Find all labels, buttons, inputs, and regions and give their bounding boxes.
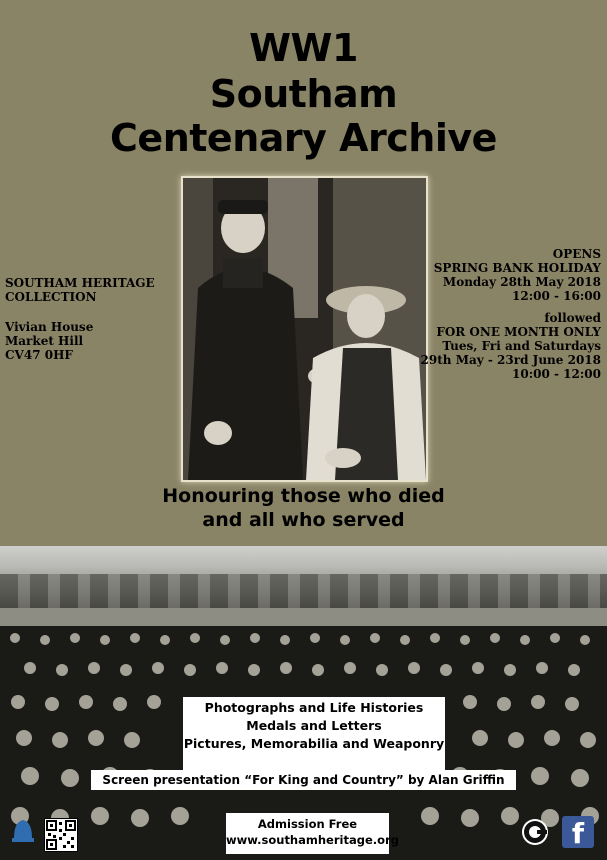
feature-line-2: Medals and Letters (246, 718, 382, 733)
honour-line-1: Honouring those who died (162, 485, 445, 507)
opens-label: OPENS (552, 247, 601, 261)
followed-label: followed (544, 311, 601, 325)
camera-icon (520, 817, 550, 847)
days-label: Tues, Fri and Saturdays (442, 339, 601, 353)
feature-line-3: Pictures, Memorabilia and Weaponry (183, 736, 445, 751)
website-link[interactable]: www.southamheritage.org (226, 833, 399, 847)
qr-code[interactable] (44, 818, 78, 852)
features-callout (183, 697, 445, 771)
title-line-1: WW1 (249, 26, 358, 70)
opening-times (411, 247, 601, 381)
address-line-2: Market Hill (5, 334, 84, 348)
title-line-3: Centenary Archive (110, 116, 497, 160)
org-line-1: SOUTHAM HERITAGE (5, 276, 155, 290)
field-strip (0, 608, 607, 628)
honour-line-2: and all who served (202, 509, 405, 531)
org-line-2: COLLECTION (5, 290, 97, 304)
couple-portrait-photo (181, 176, 428, 482)
address-line-1: Vivian House (5, 320, 94, 334)
opening-date: Monday 28th May 2018 (442, 275, 601, 289)
month-label: FOR ONE MONTH ONLY (436, 325, 601, 339)
heritage-collection-logo (8, 816, 38, 852)
title-line-2: Southam (209, 72, 398, 116)
facebook-icon[interactable]: f (562, 816, 594, 848)
address-line-3: CV47 0HF (5, 348, 73, 362)
heritage-logo-icon (8, 816, 38, 852)
admission-free: Admission Free (257, 817, 358, 831)
portrait-illustration (183, 178, 426, 480)
feature-line-1: Photographs and Life Histories (204, 700, 424, 715)
venue-info (5, 276, 175, 362)
screen-presentation: Screen presentation “For King and Country” by Alan Griffin (91, 770, 516, 790)
qr-code-icon (45, 819, 77, 851)
session-time: 10:00 - 12:00 (512, 367, 601, 381)
opening-time: 12:00 - 16:00 (512, 289, 601, 303)
camera-club-logo (520, 817, 550, 847)
holiday-label: SPRING BANK HOLIDAY (433, 261, 601, 275)
admission-callout (226, 813, 399, 854)
date-range: 29th May - 23rd June 2018 (420, 353, 601, 367)
